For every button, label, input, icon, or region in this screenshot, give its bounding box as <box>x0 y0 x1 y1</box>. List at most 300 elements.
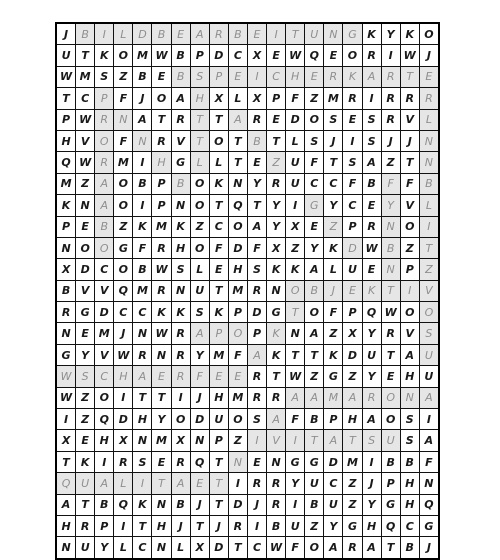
letter-cell[interactable]: R <box>267 387 286 408</box>
letter-cell[interactable]: R <box>152 237 171 258</box>
letter-cell[interactable]: R <box>400 88 419 109</box>
letter-cell[interactable]: H <box>228 259 247 280</box>
letter-cell[interactable]: Z <box>286 237 305 258</box>
letter-cell[interactable]: Z <box>114 66 133 87</box>
letter-cell[interactable]: U <box>76 473 95 494</box>
letter-cell[interactable]: B <box>76 23 95 45</box>
letter-cell[interactable]: G <box>267 302 286 323</box>
letter-cell[interactable]: F <box>133 237 152 258</box>
letter-cell[interactable]: Y <box>247 173 266 194</box>
letter-cell[interactable]: I <box>286 430 305 451</box>
letter-cell[interactable]: X <box>343 323 362 344</box>
letter-cell[interactable]: B <box>171 45 190 66</box>
letter-cell[interactable]: O <box>343 45 362 66</box>
letter-cell[interactable]: W <box>362 237 381 258</box>
letter-cell[interactable]: H <box>56 130 76 151</box>
letter-cell[interactable]: F <box>343 173 362 194</box>
letter-cell[interactable]: T <box>247 195 266 216</box>
letter-cell[interactable]: T <box>56 88 76 109</box>
letter-cell[interactable]: X <box>190 537 209 559</box>
letter-cell[interactable]: L <box>190 259 209 280</box>
letter-cell[interactable]: G <box>324 366 343 387</box>
letter-cell[interactable]: K <box>133 494 152 515</box>
letter-cell[interactable]: R <box>267 494 286 515</box>
letter-cell[interactable]: T <box>133 387 152 408</box>
letter-cell[interactable]: K <box>76 451 95 472</box>
letter-cell[interactable]: K <box>171 216 190 237</box>
letter-cell[interactable]: R <box>114 451 133 472</box>
letter-cell[interactable]: F <box>419 451 439 472</box>
letter-cell[interactable]: I <box>343 130 362 151</box>
letter-cell[interactable]: R <box>381 88 400 109</box>
letter-cell[interactable]: I <box>286 494 305 515</box>
letter-cell[interactable]: R <box>171 323 190 344</box>
letter-cell[interactable]: F <box>114 130 133 151</box>
letter-cell[interactable]: Z <box>76 409 95 430</box>
letter-cell[interactable]: R <box>419 88 439 109</box>
letter-cell[interactable]: N <box>324 23 343 45</box>
letter-cell[interactable]: O <box>190 173 209 194</box>
letter-cell[interactable]: R <box>247 280 266 301</box>
letter-cell[interactable]: K <box>362 23 381 45</box>
letter-cell[interactable]: U <box>324 494 343 515</box>
letter-cell[interactable]: W <box>286 366 305 387</box>
letter-cell[interactable]: A <box>419 430 439 451</box>
letter-cell[interactable]: V <box>95 280 114 301</box>
letter-cell[interactable]: F <box>114 88 133 109</box>
letter-cell[interactable]: R <box>209 23 228 45</box>
letter-cell[interactable]: O <box>305 302 324 323</box>
letter-cell[interactable]: Z <box>381 152 400 173</box>
letter-cell[interactable]: U <box>56 45 76 66</box>
letter-cell[interactable]: B <box>95 216 114 237</box>
letter-cell[interactable]: A <box>267 409 286 430</box>
letter-cell[interactable]: J <box>419 537 439 559</box>
letter-cell[interactable]: Z <box>419 259 439 280</box>
letter-cell[interactable]: J <box>171 515 190 536</box>
letter-cell[interactable]: M <box>343 451 362 472</box>
letter-cell[interactable]: V <box>267 430 286 451</box>
letter-cell[interactable]: E <box>209 366 228 387</box>
letter-cell[interactable]: I <box>362 451 381 472</box>
letter-cell[interactable]: T <box>190 109 209 130</box>
letter-cell[interactable]: N <box>152 537 171 559</box>
letter-cell[interactable]: P <box>343 216 362 237</box>
letter-cell[interactable]: N <box>228 451 247 472</box>
letter-cell[interactable]: Y <box>305 237 324 258</box>
letter-cell[interactable]: T <box>305 430 324 451</box>
letter-cell[interactable]: L <box>419 109 439 130</box>
letter-cell[interactable]: Z <box>343 366 362 387</box>
letter-cell[interactable]: L <box>286 130 305 151</box>
letter-cell[interactable]: K <box>267 259 286 280</box>
letter-cell[interactable]: A <box>324 430 343 451</box>
letter-cell[interactable]: B <box>400 537 419 559</box>
letter-cell[interactable]: A <box>362 152 381 173</box>
letter-cell[interactable]: T <box>76 45 95 66</box>
letter-cell[interactable]: N <box>56 237 76 258</box>
letter-cell[interactable]: X <box>209 88 228 109</box>
letter-cell[interactable]: W <box>56 387 76 408</box>
letter-cell[interactable]: J <box>324 130 343 151</box>
letter-cell[interactable]: K <box>56 195 76 216</box>
letter-cell[interactable]: N <box>400 387 419 408</box>
letter-cell[interactable]: T <box>133 515 152 536</box>
letter-cell[interactable]: H <box>286 66 305 87</box>
letter-cell[interactable]: K <box>267 323 286 344</box>
letter-cell[interactable]: S <box>171 259 190 280</box>
letter-cell[interactable]: Q <box>190 451 209 472</box>
letter-cell[interactable]: J <box>190 387 209 408</box>
letter-cell[interactable]: S <box>400 430 419 451</box>
letter-cell[interactable]: E <box>305 216 324 237</box>
letter-cell[interactable]: O <box>419 302 439 323</box>
letter-cell[interactable]: U <box>190 280 209 301</box>
letter-cell[interactable]: A <box>400 344 419 365</box>
letter-cell[interactable]: U <box>362 344 381 365</box>
letter-cell[interactable]: R <box>171 109 190 130</box>
letter-cell[interactable]: C <box>95 259 114 280</box>
letter-cell[interactable]: Z <box>400 237 419 258</box>
letter-cell[interactable]: R <box>247 473 266 494</box>
letter-cell[interactable]: Y <box>267 195 286 216</box>
letter-cell[interactable]: C <box>247 537 266 559</box>
letter-cell[interactable]: Q <box>228 195 247 216</box>
letter-cell[interactable]: D <box>76 259 95 280</box>
letter-cell[interactable]: Q <box>305 45 324 66</box>
letter-cell[interactable]: Y <box>362 494 381 515</box>
letter-cell[interactable]: P <box>95 515 114 536</box>
letter-cell[interactable]: K <box>209 302 228 323</box>
letter-cell[interactable]: R <box>76 515 95 536</box>
letter-cell[interactable]: X <box>267 237 286 258</box>
letter-cell[interactable]: G <box>381 494 400 515</box>
letter-cell[interactable]: Q <box>114 494 133 515</box>
letter-cell[interactable]: Z <box>343 473 362 494</box>
letter-cell[interactable]: D <box>343 237 362 258</box>
letter-cell[interactable]: O <box>228 323 247 344</box>
letter-cell[interactable]: M <box>56 173 76 194</box>
letter-cell[interactable]: L <box>114 23 133 45</box>
letter-cell[interactable]: D <box>133 23 152 45</box>
letter-cell[interactable]: J <box>114 323 133 344</box>
letter-cell[interactable]: T <box>152 109 171 130</box>
letter-cell[interactable]: T <box>152 387 171 408</box>
letter-cell[interactable]: Z <box>305 366 324 387</box>
letter-cell[interactable]: T <box>343 430 362 451</box>
letter-cell[interactable]: S <box>324 109 343 130</box>
letter-cell[interactable]: H <box>400 366 419 387</box>
letter-cell[interactable]: F <box>305 152 324 173</box>
letter-cell[interactable]: E <box>152 451 171 472</box>
letter-cell[interactable]: R <box>381 66 400 87</box>
letter-cell[interactable]: W <box>114 344 133 365</box>
letter-cell[interactable]: S <box>133 451 152 472</box>
letter-cell[interactable]: C <box>133 537 152 559</box>
letter-cell[interactable]: I <box>267 23 286 45</box>
letter-cell[interactable]: X <box>247 88 266 109</box>
letter-cell[interactable]: R <box>133 344 152 365</box>
letter-cell[interactable]: B <box>171 66 190 87</box>
letter-cell[interactable]: N <box>114 109 133 130</box>
letter-cell[interactable]: R <box>381 109 400 130</box>
letter-cell[interactable]: Z <box>343 494 362 515</box>
letter-cell[interactable]: R <box>267 173 286 194</box>
letter-cell[interactable]: N <box>133 130 152 151</box>
letter-cell[interactable]: I <box>56 409 76 430</box>
letter-cell[interactable]: E <box>324 45 343 66</box>
letter-cell[interactable]: E <box>76 216 95 237</box>
letter-cell[interactable]: P <box>209 323 228 344</box>
letter-cell[interactable]: M <box>76 66 95 87</box>
letter-cell[interactable]: T <box>209 451 228 472</box>
letter-cell[interactable]: P <box>267 88 286 109</box>
letter-cell[interactable]: Y <box>381 23 400 45</box>
letter-cell[interactable]: I <box>400 280 419 301</box>
letter-cell[interactable]: P <box>56 109 76 130</box>
letter-cell[interactable]: M <box>324 88 343 109</box>
letter-cell[interactable]: F <box>286 537 305 559</box>
letter-cell[interactable]: S <box>343 152 362 173</box>
letter-cell[interactable]: I <box>133 152 152 173</box>
letter-cell[interactable]: O <box>400 216 419 237</box>
letter-cell[interactable]: N <box>190 430 209 451</box>
letter-cell[interactable]: W <box>56 66 76 87</box>
letter-cell[interactable]: D <box>324 451 343 472</box>
letter-cell[interactable]: C <box>95 366 114 387</box>
letter-cell[interactable]: S <box>190 66 209 87</box>
letter-cell[interactable]: N <box>286 323 305 344</box>
letter-cell[interactable]: G <box>343 23 362 45</box>
letter-cell[interactable]: A <box>286 387 305 408</box>
letter-cell[interactable]: R <box>95 152 114 173</box>
letter-cell[interactable]: D <box>343 344 362 365</box>
letter-cell[interactable]: I <box>419 409 439 430</box>
letter-cell[interactable]: R <box>381 323 400 344</box>
letter-cell[interactable]: Z <box>324 323 343 344</box>
letter-cell[interactable]: J <box>362 473 381 494</box>
letter-cell[interactable]: Y <box>95 537 114 559</box>
letter-cell[interactable]: B <box>152 23 171 45</box>
letter-cell[interactable]: L <box>114 537 133 559</box>
letter-cell[interactable]: T <box>190 515 209 536</box>
letter-cell[interactable]: E <box>152 366 171 387</box>
letter-cell[interactable]: Y <box>324 515 343 536</box>
letter-cell[interactable]: B <box>171 173 190 194</box>
letter-cell[interactable]: O <box>95 237 114 258</box>
letter-cell[interactable]: K <box>133 216 152 237</box>
letter-cell[interactable]: R <box>171 344 190 365</box>
letter-cell[interactable]: I <box>247 515 266 536</box>
letter-cell[interactable]: I <box>381 45 400 66</box>
letter-cell[interactable]: C <box>267 66 286 87</box>
letter-cell[interactable]: E <box>171 23 190 45</box>
letter-cell[interactable]: L <box>228 88 247 109</box>
letter-cell[interactable]: Q <box>114 280 133 301</box>
letter-cell[interactable]: S <box>247 259 266 280</box>
letter-cell[interactable]: M <box>324 387 343 408</box>
letter-cell[interactable]: H <box>133 409 152 430</box>
letter-cell[interactable]: O <box>95 130 114 151</box>
letter-cell[interactable]: N <box>133 323 152 344</box>
letter-cell[interactable]: R <box>152 130 171 151</box>
letter-cell[interactable]: Z <box>76 387 95 408</box>
letter-cell[interactable]: F <box>381 173 400 194</box>
letter-cell[interactable]: V <box>95 344 114 365</box>
letter-cell[interactable]: U <box>343 259 362 280</box>
letter-cell[interactable]: L <box>114 473 133 494</box>
letter-cell[interactable]: H <box>343 409 362 430</box>
letter-cell[interactable]: T <box>190 130 209 151</box>
letter-cell[interactable]: W <box>152 323 171 344</box>
letter-cell[interactable]: E <box>247 23 266 45</box>
letter-cell[interactable]: Y <box>381 195 400 216</box>
letter-cell[interactable]: L <box>190 152 209 173</box>
letter-cell[interactable]: O <box>76 237 95 258</box>
letter-cell[interactable]: R <box>171 451 190 472</box>
letter-cell[interactable]: C <box>343 195 362 216</box>
letter-cell[interactable]: U <box>305 473 324 494</box>
letter-cell[interactable]: O <box>114 45 133 66</box>
letter-cell[interactable]: K <box>343 66 362 87</box>
letter-cell[interactable]: Y <box>286 473 305 494</box>
letter-cell[interactable]: I <box>419 216 439 237</box>
letter-cell[interactable]: U <box>76 537 95 559</box>
letter-cell[interactable]: I <box>95 23 114 45</box>
letter-cell[interactable]: H <box>152 515 171 536</box>
letter-cell[interactable]: A <box>247 216 266 237</box>
letter-cell[interactable]: I <box>228 473 247 494</box>
letter-cell[interactable]: O <box>381 387 400 408</box>
letter-cell[interactable]: G <box>76 302 95 323</box>
letter-cell[interactable]: H <box>400 473 419 494</box>
letter-cell[interactable]: Y <box>267 216 286 237</box>
letter-cell[interactable]: H <box>400 494 419 515</box>
letter-cell[interactable]: M <box>133 280 152 301</box>
letter-cell[interactable]: F <box>400 173 419 194</box>
letter-cell[interactable]: J <box>324 280 343 301</box>
letter-cell[interactable]: E <box>362 195 381 216</box>
letter-cell[interactable]: J <box>419 45 439 66</box>
letter-cell[interactable]: H <box>190 88 209 109</box>
letter-cell[interactable]: W <box>76 152 95 173</box>
letter-cell[interactable]: T <box>228 537 247 559</box>
letter-cell[interactable]: C <box>228 45 247 66</box>
letter-cell[interactable]: A <box>419 387 439 408</box>
letter-cell[interactable]: S <box>95 66 114 87</box>
letter-cell[interactable]: R <box>362 216 381 237</box>
letter-cell[interactable]: T <box>267 366 286 387</box>
letter-cell[interactable]: T <box>209 473 228 494</box>
letter-cell[interactable]: O <box>152 88 171 109</box>
letter-cell[interactable]: P <box>95 88 114 109</box>
letter-cell[interactable]: A <box>95 173 114 194</box>
letter-cell[interactable]: F <box>228 344 247 365</box>
letter-cell[interactable]: T <box>305 344 324 365</box>
letter-cell[interactable]: V <box>400 323 419 344</box>
letter-cell[interactable]: Z <box>114 216 133 237</box>
letter-cell[interactable]: P <box>152 173 171 194</box>
letter-cell[interactable]: B <box>228 23 247 45</box>
letter-cell[interactable]: A <box>362 537 381 559</box>
letter-cell[interactable]: I <box>286 195 305 216</box>
letter-cell[interactable]: F <box>209 237 228 258</box>
letter-cell[interactable]: B <box>381 237 400 258</box>
letter-cell[interactable]: N <box>419 130 439 151</box>
letter-cell[interactable]: J <box>133 88 152 109</box>
letter-cell[interactable]: W <box>152 45 171 66</box>
letter-cell[interactable]: W <box>76 109 95 130</box>
letter-cell[interactable]: E <box>247 451 266 472</box>
letter-cell[interactable]: M <box>228 387 247 408</box>
letter-cell[interactable]: J <box>247 494 266 515</box>
letter-cell[interactable]: A <box>228 109 247 130</box>
letter-cell[interactable]: P <box>247 323 266 344</box>
letter-cell[interactable]: N <box>267 451 286 472</box>
letter-cell[interactable]: O <box>95 387 114 408</box>
letter-cell[interactable]: M <box>133 45 152 66</box>
letter-cell[interactable]: I <box>133 473 152 494</box>
letter-cell[interactable]: B <box>419 173 439 194</box>
letter-cell[interactable]: T <box>76 494 95 515</box>
letter-cell[interactable]: A <box>305 387 324 408</box>
letter-cell[interactable]: R <box>343 88 362 109</box>
letter-cell[interactable]: C <box>324 173 343 194</box>
letter-cell[interactable]: D <box>114 409 133 430</box>
letter-cell[interactable]: I <box>247 66 266 87</box>
letter-cell[interactable]: O <box>209 130 228 151</box>
letter-cell[interactable]: T <box>381 537 400 559</box>
letter-cell[interactable]: R <box>247 109 266 130</box>
letter-cell[interactable]: P <box>190 45 209 66</box>
letter-cell[interactable]: H <box>171 237 190 258</box>
letter-cell[interactable]: U <box>381 430 400 451</box>
letter-cell[interactable]: S <box>190 302 209 323</box>
letter-cell[interactable]: Y <box>362 323 381 344</box>
letter-cell[interactable]: E <box>305 66 324 87</box>
letter-cell[interactable]: W <box>152 259 171 280</box>
letter-cell[interactable]: P <box>400 259 419 280</box>
letter-cell[interactable]: E <box>419 66 439 87</box>
letter-cell[interactable]: E <box>343 280 362 301</box>
letter-cell[interactable]: N <box>381 259 400 280</box>
letter-cell[interactable]: Q <box>56 152 76 173</box>
letter-cell[interactable]: N <box>419 152 439 173</box>
letter-cell[interactable]: C <box>305 173 324 194</box>
letter-cell[interactable]: X <box>114 430 133 451</box>
letter-cell[interactable]: L <box>209 152 228 173</box>
letter-cell[interactable]: U <box>286 515 305 536</box>
letter-cell[interactable]: S <box>419 323 439 344</box>
letter-cell[interactable]: A <box>362 66 381 87</box>
letter-cell[interactable]: O <box>286 280 305 301</box>
letter-cell[interactable]: N <box>152 494 171 515</box>
letter-cell[interactable]: T <box>209 195 228 216</box>
letter-cell[interactable]: K <box>324 237 343 258</box>
letter-cell[interactable]: F <box>324 302 343 323</box>
letter-cell[interactable]: S <box>247 409 266 430</box>
letter-cell[interactable]: K <box>362 280 381 301</box>
letter-cell[interactable]: B <box>133 66 152 87</box>
letter-cell[interactable]: D <box>286 109 305 130</box>
letter-cell[interactable]: C <box>76 88 95 109</box>
letter-cell[interactable]: Y <box>190 344 209 365</box>
letter-cell[interactable]: F <box>190 366 209 387</box>
letter-cell[interactable]: V <box>400 109 419 130</box>
letter-cell[interactable]: Y <box>76 344 95 365</box>
letter-cell[interactable]: G <box>171 152 190 173</box>
letter-cell[interactable]: T <box>209 494 228 515</box>
